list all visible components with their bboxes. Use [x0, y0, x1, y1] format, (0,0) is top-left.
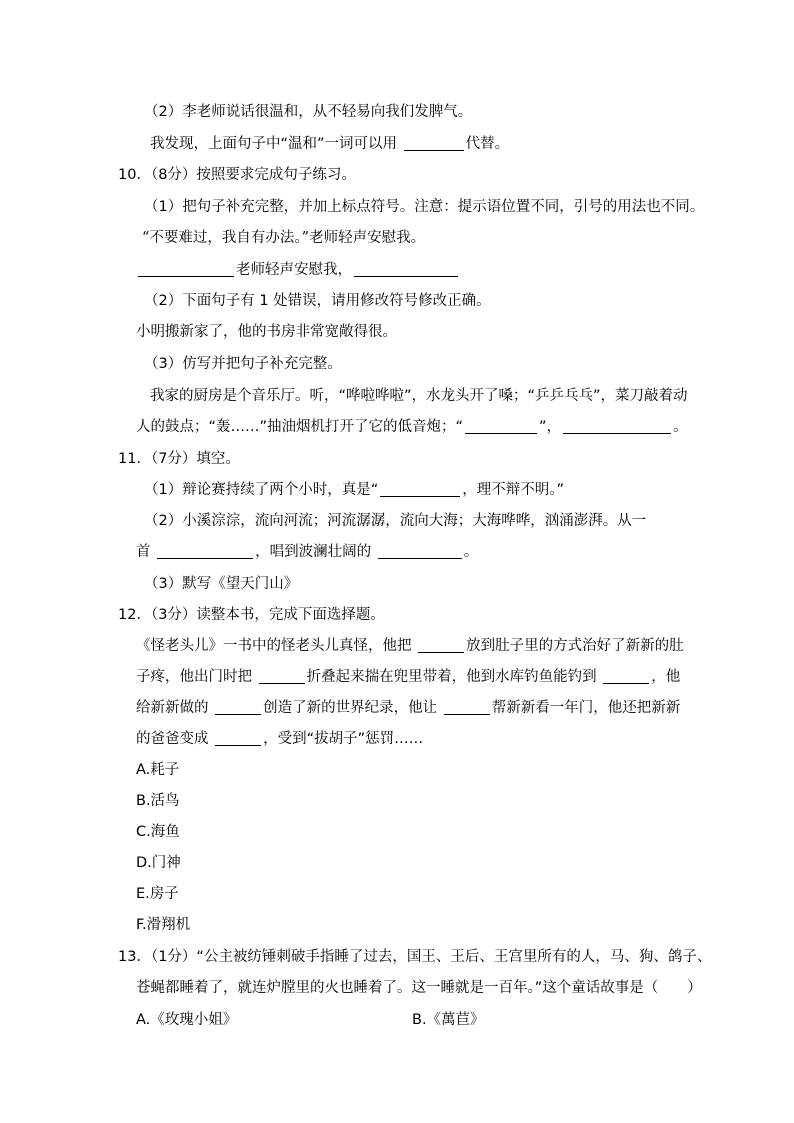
q11-song-blank-2[interactable]	[378, 544, 462, 559]
q12-line-2	[136, 667, 680, 687]
q10-part-2: （2）下面句子有 1 处错误，请用修改符号修改正确。	[144, 293, 491, 309]
q10-part-1-fill	[136, 260, 460, 280]
q13-line-2: 苍蝇都睡着了，就连炉膛里的火也睡着了。这一睡就是一百年。”这个童话故事是（ ）	[136, 980, 702, 996]
q12-header: 12．（3分）读整本书，完成下面选择题。	[118, 607, 385, 623]
q12-option-a[interactable]: A.耗子	[136, 762, 180, 778]
q10-part-3-line-2	[136, 417, 688, 437]
q12-line-2-text-a: 子疼，他出门时把	[136, 669, 252, 685]
q13-option-b[interactable]: B.《萬苣》	[412, 1012, 485, 1028]
q10-part-2-sentence: 小明搬新家了，他的书房非常宽敞得很。	[136, 324, 397, 340]
q13-line-1: 13．（1分）“公主被纺锤刺破手指睡了过去，国王、王后、王宫里所有的人，马、狗、鸽子、	[118, 949, 712, 965]
q12-line-1-text-b: 放到肚子里的方式治好了新新的肚	[466, 638, 684, 654]
q12-blank-1[interactable]	[418, 638, 464, 653]
q11-part-2-text-b: ，唱到波澜壮阔的	[255, 544, 372, 560]
q12-option-d[interactable]: D.门神	[136, 855, 181, 871]
q10-part-3-line-1: 我家的厨房是个音乐厅。听，“哗啦哗啦”，水龙头开了嗓；“乒乒乓乓”，菜刀敲着动	[150, 388, 688, 404]
q12-line-4-text-a: 的爸爸变成	[136, 731, 209, 747]
q13-option-a[interactable]: A.《玫瑰小姐》	[136, 1012, 238, 1028]
q11-idiom-blank[interactable]	[380, 482, 460, 497]
q12-line-1	[136, 636, 684, 656]
q9-answer-blank[interactable]	[404, 136, 464, 151]
q12-option-e[interactable]: E.房子	[136, 886, 179, 902]
q11-part-2-line-1: （2）小溪淙淙，流向河流；河流潺潺，流向大海；大海哗哗，汹涌澎湃。从一	[144, 513, 647, 529]
q10-part-3-text-a: 人的鼓点；“轰……”抽油烟机打开了它的低音炮；“	[136, 419, 464, 435]
q11-part-2-line-2	[136, 542, 478, 562]
q11-part-1-text-a: （1）辩论赛持续了两个小时，真是“	[144, 482, 379, 498]
q12-blank-3[interactable]	[603, 669, 649, 684]
q9-item-2: （2）李老师说话很温和，从不轻易向我们发脾气。	[144, 104, 473, 120]
q9-find-end: 代替。	[465, 136, 510, 152]
q12-line-3-text-c: 帮新新看一年门，他还把新新	[491, 700, 681, 716]
q11-song-blank-1[interactable]	[157, 544, 253, 559]
q10-part-3: （3）仿写并把句子补充完整。	[144, 356, 342, 372]
q10-part-1: （1）把句子补充完整，并加上标点符号。注意：提示语位置不同，引号的用法也不同。	[144, 199, 705, 215]
q11-part-1-text-b: ，理不辩不明。”	[462, 482, 565, 498]
q10-fill-blank-1[interactable]	[138, 262, 234, 277]
q10-imitate-blank-1[interactable]	[465, 419, 537, 434]
q12-blank-6[interactable]	[215, 731, 261, 746]
q12-line-4	[136, 729, 423, 749]
q10-part-1-example: “不要难过，我自有办法。”老师轻声安慰我。	[142, 230, 426, 246]
q10-fill-blank-2[interactable]	[354, 262, 458, 277]
q12-line-3-text-a: 给新新做的	[136, 700, 209, 716]
q12-blank-4[interactable]	[215, 700, 261, 715]
q11-part-1	[144, 480, 564, 500]
q10-part-3-text-b: ”，	[539, 419, 562, 435]
q10-imitate-blank-2[interactable]	[563, 419, 671, 434]
q12-line-1-text-a: 《怪老头儿》一书中的怪老头儿真怪，他把	[136, 638, 412, 654]
q12-option-f[interactable]: F.滑翔机	[136, 917, 191, 933]
q12-option-b[interactable]: B.活鸟	[136, 793, 180, 809]
q12-line-2-text-b: 折叠起来揣在兜里带着，他到水库钓鱼能钓到	[306, 669, 597, 685]
q12-line-2-text-c: ，他	[651, 669, 681, 685]
q10-header: 10．（8分）按照要求完成句子练习。	[118, 167, 356, 183]
q10-part-3-text-c: 。	[673, 419, 688, 435]
q12-line-3	[136, 698, 680, 718]
q9-find-text: 我发现，上面句子中“温和”一词可以用	[150, 136, 398, 152]
q12-line-3-text-b: 创造了新的世界纪录，他让	[263, 700, 438, 716]
q11-part-3: （3）默写《望天门山》	[144, 576, 299, 592]
q11-header: 11．（7分）填空。	[118, 451, 240, 467]
q12-blank-2[interactable]	[259, 669, 305, 684]
q12-blank-5[interactable]	[444, 700, 490, 715]
q11-part-2-text-a: 首	[136, 544, 151, 560]
q9-find-line	[150, 134, 509, 154]
q12-option-c[interactable]: C.海鱼	[136, 824, 180, 840]
q10-fill-middle: 老师轻声安慰我，	[236, 262, 352, 278]
q11-part-2-text-c: 。	[463, 544, 479, 560]
q12-line-4-text-b: ，受到“拔胡子”惩罚……	[263, 731, 424, 747]
